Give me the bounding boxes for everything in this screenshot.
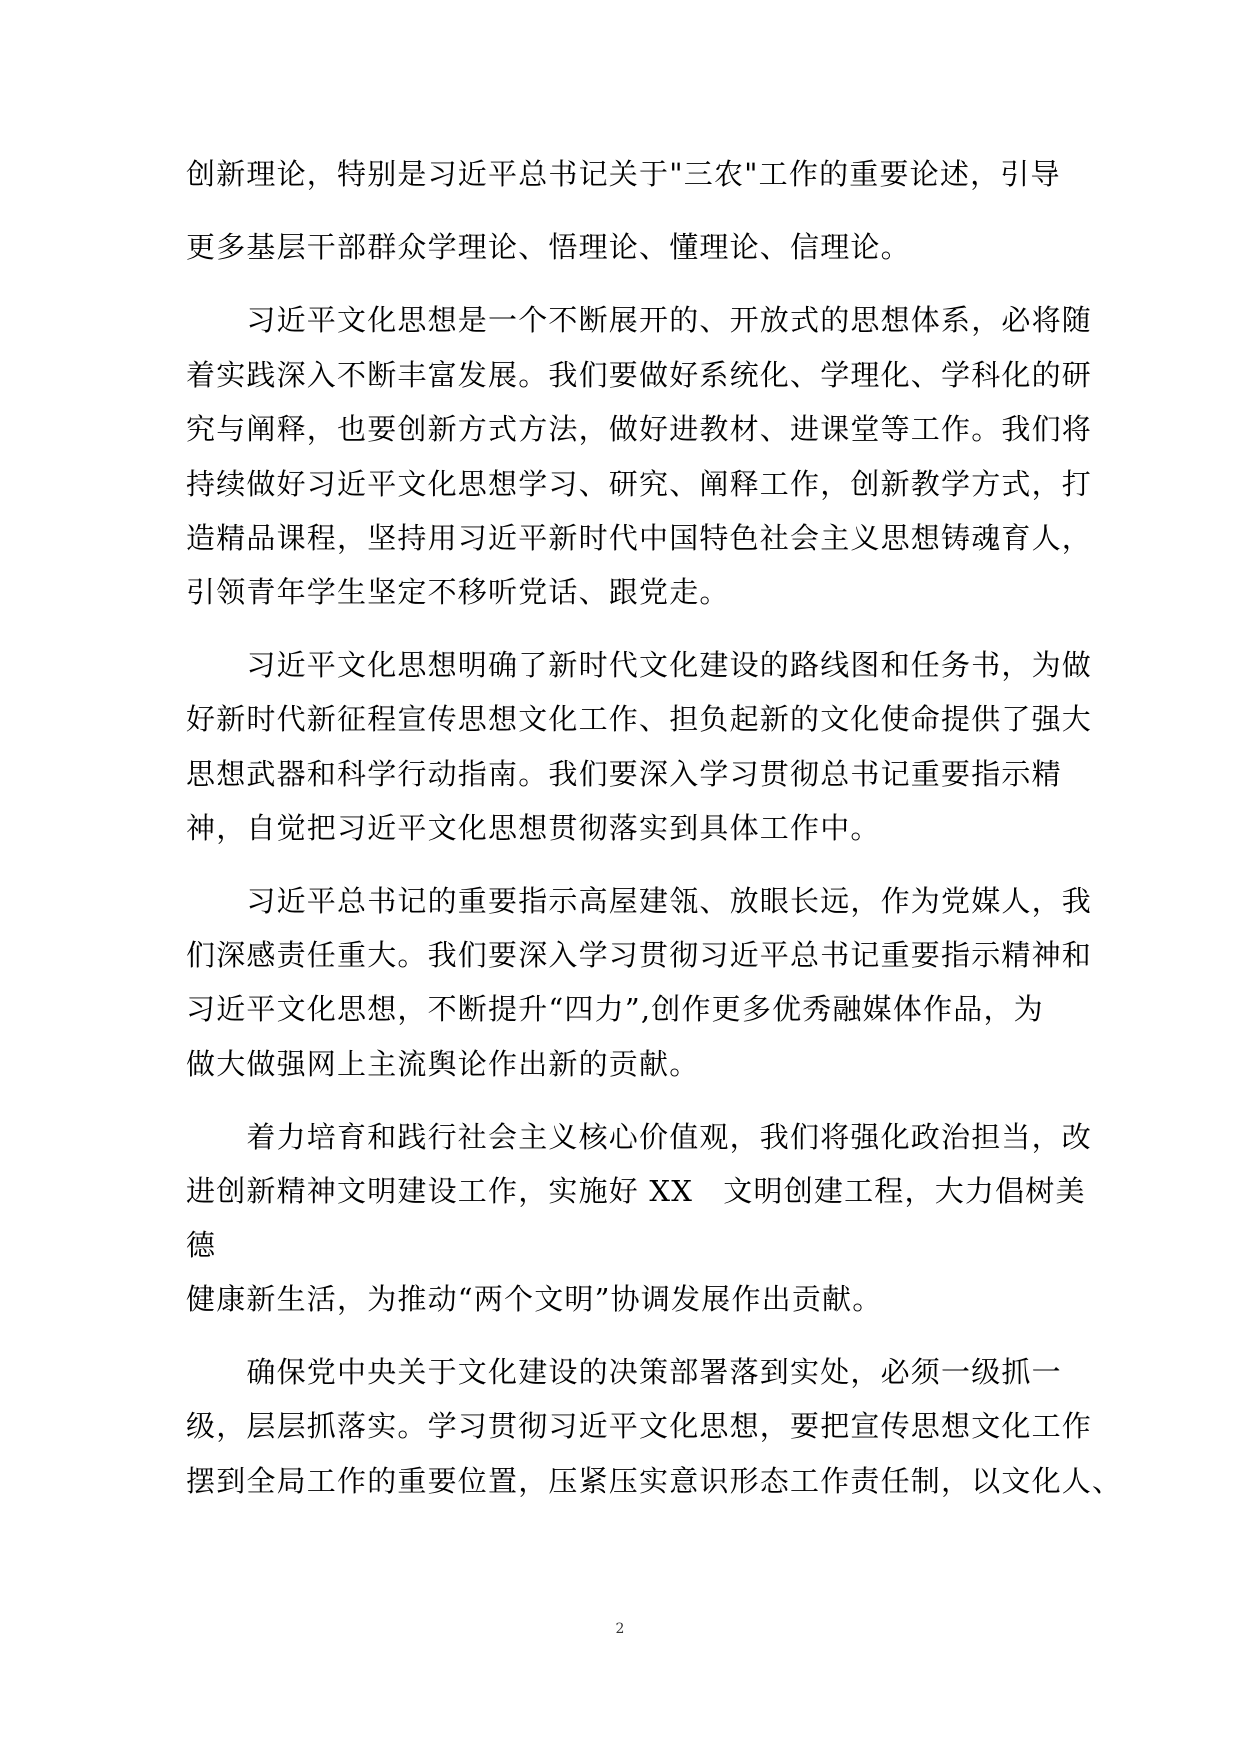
page-number: 2 xyxy=(615,1621,625,1637)
text-line: 着力培育和践行社会主义核心价值观，我们将强化政治担当，改 xyxy=(186,1120,1093,1154)
text-line: 习近平文化思想明确了新时代文化建设的路线图和任务书，为做 xyxy=(186,648,1093,682)
text-line: 习近平文化思想，不断提升“四力”,创作更多优秀融媒体作品，为 xyxy=(186,992,1044,1026)
text-line: 造精品课程，坚持用习近平新时代中国特色社会主义思想铸魂育人， xyxy=(186,521,1093,555)
text-line: 确保党中央关于文化建设的决策部署落到实处，必须一级抓一 xyxy=(186,1355,1062,1389)
text-line: 更多基层干部群众学理论、悟理论、懂理论、信理论。 xyxy=(186,230,911,264)
text-line: 做大做强网上主流舆论作出新的贡献。 xyxy=(186,1047,700,1081)
text-line: 引领青年学生坚定不移听党话、跟党走。 xyxy=(186,575,730,609)
text-line: 德 xyxy=(186,1228,217,1262)
text-line: 持续做好习近平文化思想学习、研究、阐释工作，创新教学方式，打 xyxy=(186,467,1093,501)
text-line: 好新时代新征程宣传思想文化工作、担负起新的文化使命提供了强大 xyxy=(186,702,1093,736)
text-line: 习近平文化思想是一个不断展开的、开放式的思想体系，必将随 xyxy=(186,303,1093,337)
text-line: 着实践深入不断丰富发展。我们要做好系统化、学理化、学科化的研 xyxy=(186,358,1093,392)
text-line: 思想武器和科学行动指南。我们要深入学习贯彻总书记重要指示精 xyxy=(186,757,1062,791)
text-line: 级，层层抓落实。学习贯彻习近平文化思想，要把宣传思想文化工作 xyxy=(186,1409,1093,1443)
text-line: 究与阐释，也要创新方式方法，做好进教材、进课堂等工作。我们将 xyxy=(186,412,1093,446)
text-line: 摆到全局工作的重要位置，压紧压实意识形态工作责任制，以文化人、 xyxy=(186,1464,1123,1498)
text-line: 神，自觉把习近平文化思想贯彻落实到具体工作中。 xyxy=(186,811,881,845)
text-line: 健康新生活，为推动“两个文明”协调发展作出贡献。 xyxy=(186,1282,883,1316)
text-line: 们深感责任重大。我们要深入学习贯彻习近平总书记重要指示精神和 xyxy=(186,938,1093,972)
text-line: 习近平总书记的重要指示高屋建瓴、放眼长远，作为党媒人，我 xyxy=(186,884,1093,918)
text-line: 创新理论，特别是习近平总书记关于"三农"工作的重要论述，引导 xyxy=(186,157,1061,191)
text-line: 进创新精神文明建设工作，实施好 XX 文明创建工程，大力倡树美 xyxy=(186,1174,1086,1208)
